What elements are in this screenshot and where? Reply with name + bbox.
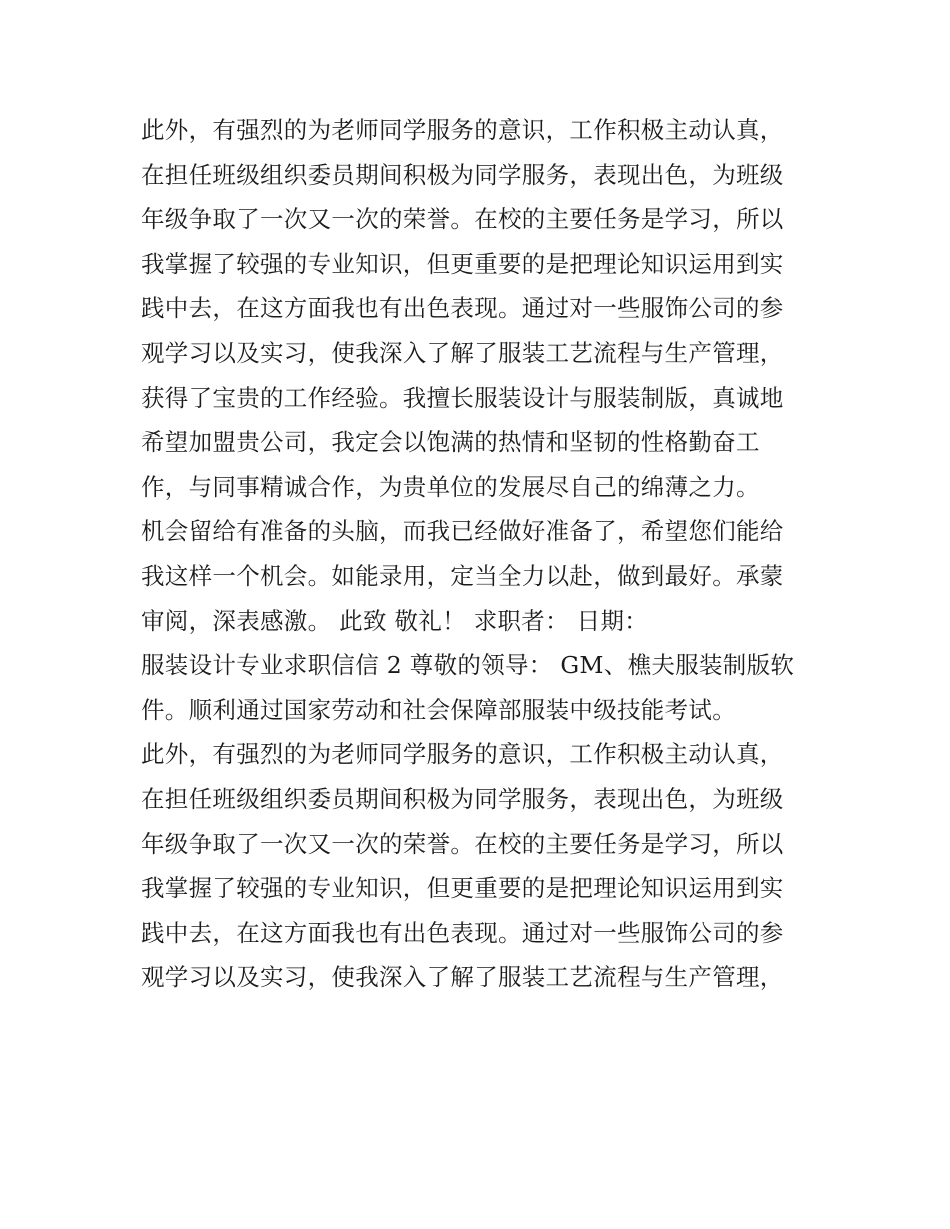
text-line: 观学习以及实习，使我深入了解了服装工艺流程与生产管理， [141,963,784,992]
text-line: 我这样一个机会。如能录用，定当全力以赴，做到最好。承蒙 [141,561,784,590]
text-line: 件。顺利通过国家劳动和社会保障部服装中级技能考试。 [141,695,736,724]
text-line: 此外，有强烈的为老师同学服务的意识，工作积极主动认真， [141,740,784,769]
text-line: 获得了宝贵的工作经验。我擅长服装设计与服装制版，真诚地 [141,383,784,412]
text-line: 践中去，在这方面我也有出色表现。通过对一些服饰公司的参 [141,294,784,323]
text-line: 审阅，深表感激。 此致 敬礼！ 求职者： 日期： [141,606,649,635]
text-line: 我掌握了较强的专业知识，但更重要的是把理论知识运用到实 [141,874,784,903]
text-line: 此外，有强烈的为老师同学服务的意识，工作积极主动认真， [141,116,784,144]
text-line: 服装设计专业求职信信 2 尊敬的领导： GM、樵夫服装制版软 [141,651,795,680]
text-line: 观学习以及实习，使我深入了解了服装工艺流程与生产管理， [141,338,784,367]
text-line: 在担任班级组织委员期间积极为同学服务，表现出色，为班级 [141,160,784,189]
text-line: 年级争取了一次又一次的荣誉。在校的主要任务是学习，所以 [141,205,784,234]
text-line: 践中去，在这方面我也有出色表现。通过对一些服饰公司的参 [141,918,784,947]
text-line: 机会留给有准备的头脑，而我已经做好准备了，希望您们能给 [141,517,784,546]
body-text [141,108,821,1000]
text-line: 年级争取了一次又一次的荣誉。在校的主要任务是学习，所以 [141,829,784,858]
text-line: 希望加盟贵公司，我定会以饱满的热情和坚韧的性格勤奋工 [141,428,760,457]
text-line: 作，与同事精诚合作，为贵单位的发展尽自己的绵薄之力。 [141,472,760,501]
text-line: 在担任班级组织委员期间积极为同学服务，表现出色，为班级 [141,784,784,813]
text-line: 我掌握了较强的专业知识，但更重要的是把理论知识运用到实 [141,249,784,278]
